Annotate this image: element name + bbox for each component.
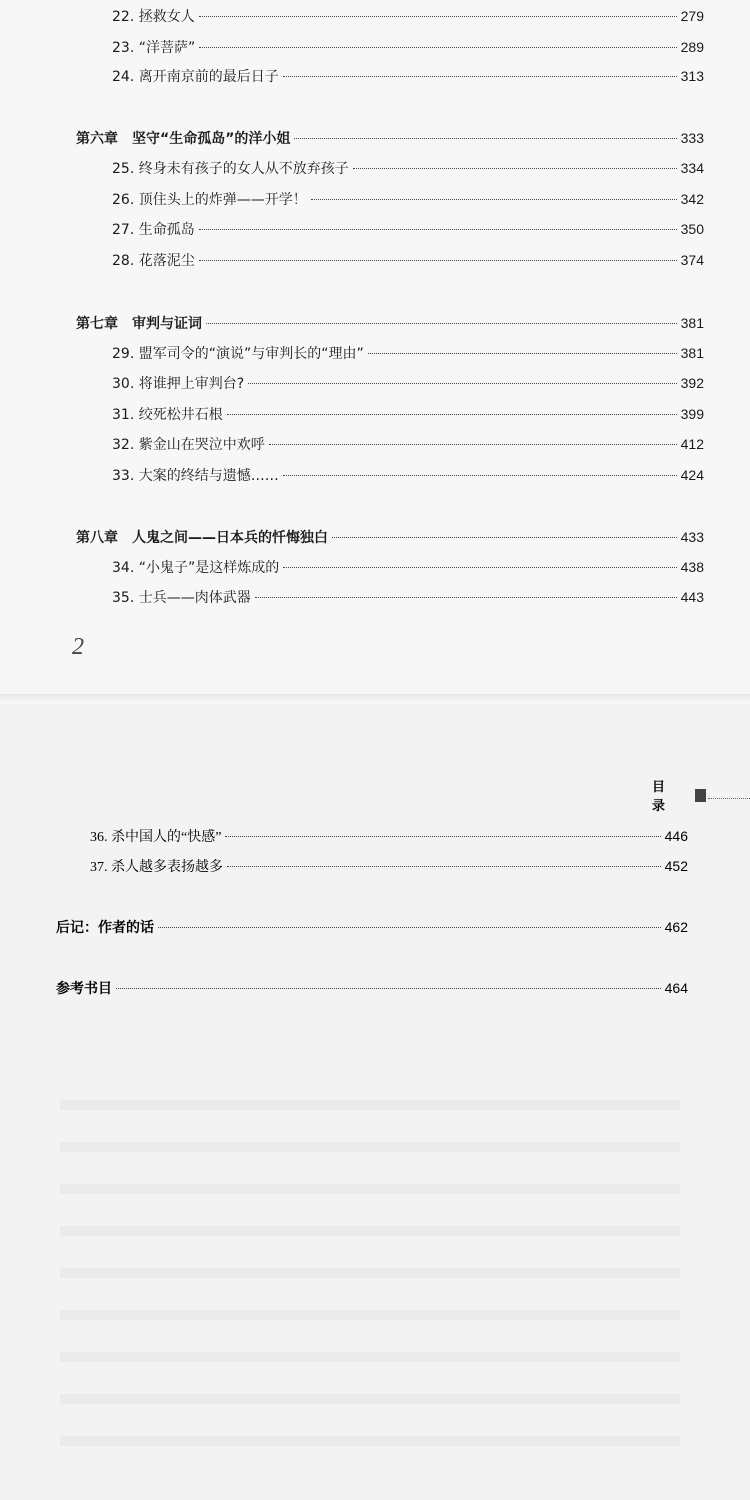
- running-header: [652, 776, 750, 814]
- chapter-title: 第六章 坚守“生命孤岛”的洋小姐: [76, 131, 291, 147]
- chapter-page-number: 333: [680, 130, 704, 146]
- toc-chapter-heading[interactable]: [76, 313, 704, 334]
- dot-leader: [199, 16, 677, 17]
- dot-leader: [283, 567, 676, 568]
- toc-page-right: [0, 700, 750, 1500]
- entry-title: 37. 杀人越多表扬越多: [90, 860, 223, 875]
- entry-title: 33. 大案的终结与遗憾……: [112, 468, 279, 484]
- entry-page-number: 279: [680, 8, 704, 24]
- entry-page-number: 412: [680, 436, 704, 452]
- dot-leader: [227, 866, 661, 867]
- entry-title: 22. 拯救女人: [112, 9, 195, 25]
- dot-leader: [199, 260, 677, 261]
- toc-chapter-heading[interactable]: [76, 527, 704, 548]
- entry-title: 32. 紫金山在哭泣中欢呼: [112, 437, 265, 453]
- toc-entry[interactable]: [112, 189, 704, 210]
- entry-page-number: 350: [680, 221, 704, 237]
- dot-leader: [199, 229, 677, 230]
- dot-leader: [227, 414, 677, 415]
- toc-entry[interactable]: [112, 587, 704, 608]
- toc-entry[interactable]: [112, 404, 704, 425]
- chapter-title: 第八章 人鬼之间——日本兵的忏悔独白: [76, 530, 328, 546]
- dot-leader: [206, 323, 677, 324]
- dot-leader: [332, 537, 677, 538]
- entry-title: 25. 终身未有孩子的女人从不放弃孩子: [112, 161, 349, 177]
- dot-leader: [353, 168, 677, 169]
- afterword-title: 后记：作者的话: [56, 921, 154, 936]
- entry-page-number: 313: [680, 68, 704, 84]
- dot-leader: [283, 76, 677, 77]
- toc-entry[interactable]: [112, 434, 704, 455]
- dot-leader: [199, 47, 676, 48]
- entry-title: 36. 杀中国人的“快感”: [90, 830, 222, 845]
- entry-page-number: 399: [680, 406, 704, 422]
- toc-chapter-heading[interactable]: [76, 128, 704, 149]
- header-rule: [708, 798, 750, 799]
- running-header-text: 目 录: [652, 779, 670, 813]
- dot-leader: [368, 353, 677, 354]
- toc-entry[interactable]: [112, 373, 704, 394]
- entry-title: 27. 生命孤岛: [112, 222, 195, 238]
- entry-page-number: 392: [680, 375, 704, 391]
- page-divider: [0, 694, 750, 704]
- toc-entry[interactable]: [112, 250, 704, 271]
- entry-page-number: 381: [680, 345, 704, 361]
- entry-title: 30. 将谁押上审判台?: [112, 376, 245, 392]
- entry-page-number: 446: [664, 828, 688, 844]
- entry-page-number: 334: [680, 160, 704, 176]
- entry-title: 28. 花落泥尘: [112, 253, 195, 269]
- entry-page-number: 289: [680, 39, 704, 55]
- header-marker: [695, 789, 706, 802]
- dot-leader: [283, 475, 677, 476]
- toc-entry[interactable]: [112, 343, 704, 364]
- entry-title: 31. 绞死松井石根: [112, 407, 223, 423]
- toc-entry[interactable]: [112, 465, 704, 486]
- toc-entry[interactable]: [112, 6, 704, 27]
- entry-page-number: 443: [680, 589, 704, 605]
- toc-entry[interactable]: [112, 557, 704, 578]
- entry-page-number: 452: [664, 858, 688, 874]
- references-page-number: 464: [664, 980, 688, 996]
- entry-page-number: 438: [680, 559, 704, 575]
- entry-page-number: 424: [680, 467, 704, 483]
- toc-references[interactable]: [56, 978, 688, 1000]
- entry-title: 34. “小鬼子”是这样炼成的: [112, 560, 280, 576]
- afterword-page-number: 462: [664, 919, 688, 935]
- dot-leader: [255, 597, 677, 598]
- chapter-page-number: 433: [680, 529, 704, 545]
- page-folio-number: 2: [72, 634, 84, 660]
- entry-page-number: 342: [680, 191, 704, 207]
- toc-entry[interactable]: [112, 219, 704, 240]
- chapter-title: 第七章 审判与证词: [76, 316, 202, 332]
- toc-entry[interactable]: [90, 856, 688, 878]
- dot-leader: [269, 444, 677, 445]
- dot-leader: [294, 138, 676, 139]
- entry-title: 35. 士兵——肉体武器: [112, 590, 251, 606]
- toc-afterword[interactable]: [56, 917, 688, 939]
- dot-leader: [225, 836, 660, 837]
- chapter-page-number: 381: [680, 315, 704, 331]
- toc-entry[interactable]: [112, 37, 704, 58]
- references-title: 参考书目: [56, 982, 112, 997]
- entry-title: 23. “洋菩萨”: [112, 40, 196, 56]
- toc-entry[interactable]: [90, 826, 688, 848]
- dot-leader: [311, 199, 677, 200]
- entry-title: 26. 顶住头上的炸弹——开学！: [112, 192, 307, 208]
- dot-leader: [248, 383, 676, 384]
- dot-leader: [116, 988, 661, 989]
- entry-page-number: 374: [680, 252, 704, 268]
- dot-leader: [158, 927, 661, 928]
- entry-title: 29. 盟军司令的“演说”与审判长的“理由”: [112, 346, 364, 362]
- toc-entry[interactable]: [112, 66, 704, 87]
- entry-title: 24. 离开南京前的最后日子: [112, 69, 279, 85]
- toc-entry[interactable]: [112, 158, 704, 179]
